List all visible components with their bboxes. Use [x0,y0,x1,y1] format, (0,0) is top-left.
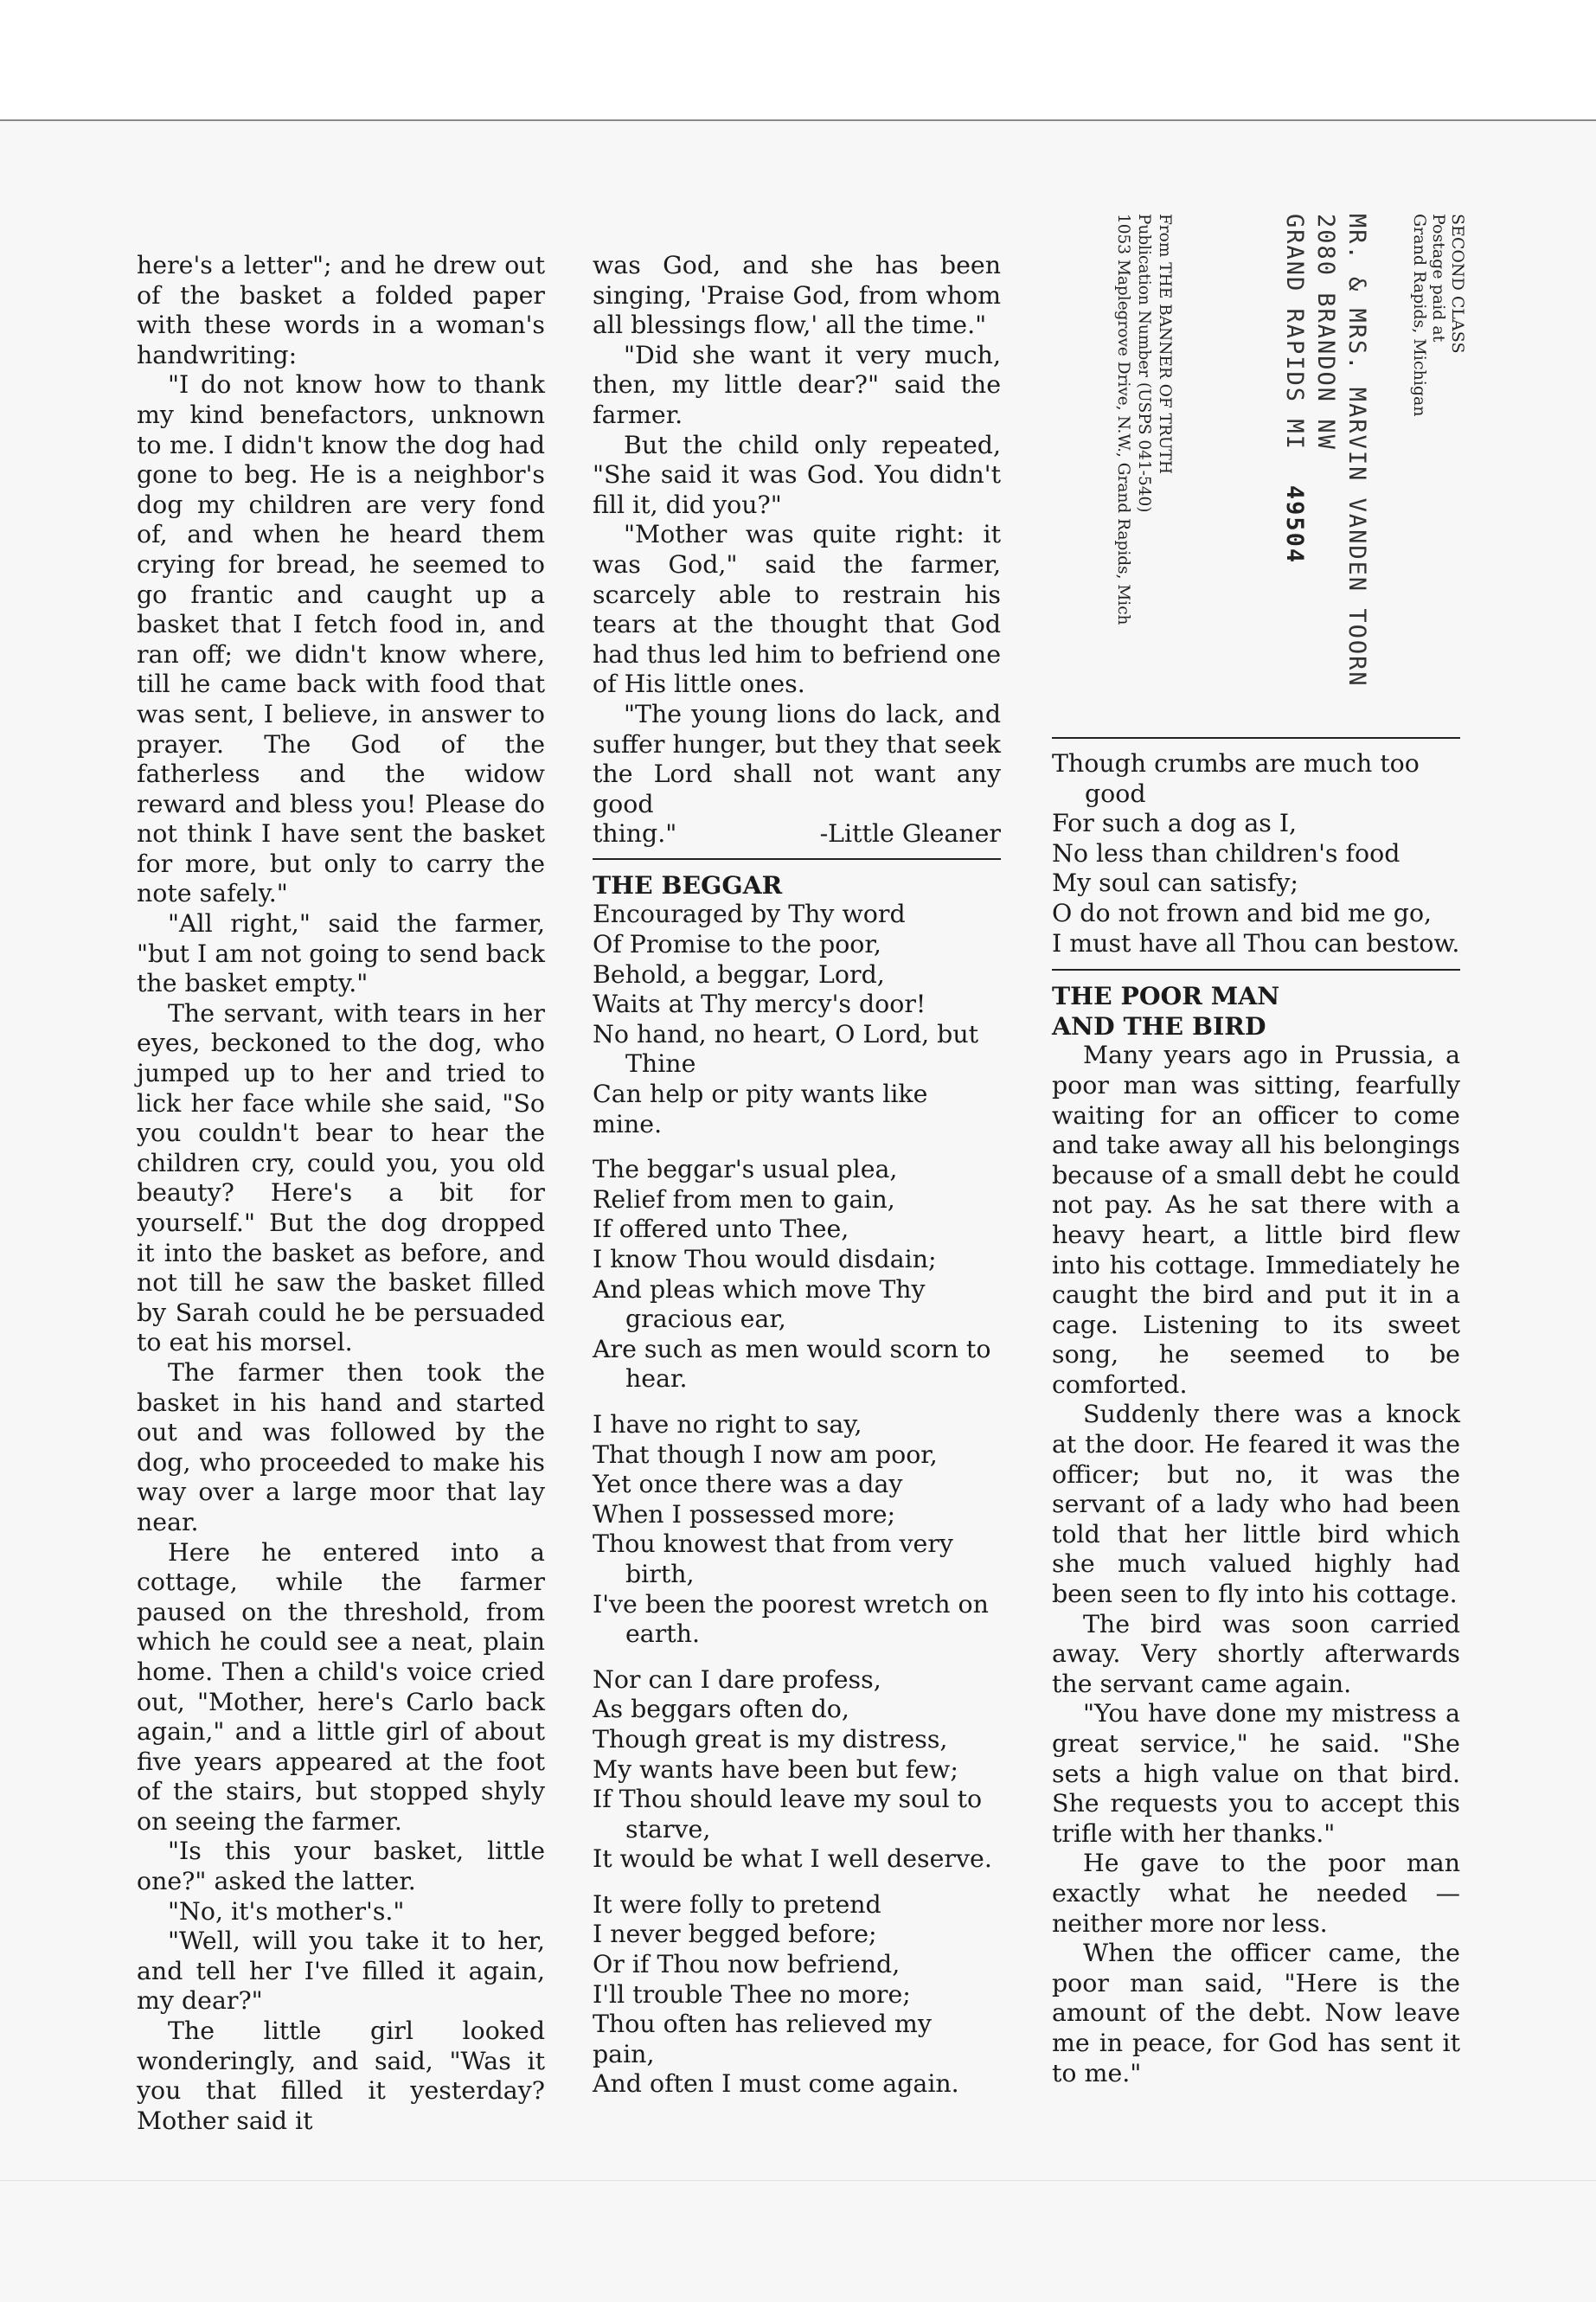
scan-margin-bottom [0,2180,1596,2302]
poem-stanza [593,1410,1001,1650]
poem-line: I'll trouble Thee no more; [593,1979,911,2009]
source-attribution: -Little Gleaner [819,819,1001,849]
poem-line: good [1085,779,1146,808]
poem-line: For such a dog as I, [1052,809,1298,838]
poem-line: If offered unto Thee, [593,1215,849,1244]
article-title: AND THE BIRD [1052,1010,1266,1041]
poem-line: Can help or pity wants like mine. [593,1080,928,1138]
poem-line: The beggar's usual plea, [593,1155,898,1184]
poem-line: Or if Thou now befriend, [593,1950,901,1979]
paragraph: Here he entered into a cottage, while the farmer paused on the threshold, from which he could see a neat, plain home. Then a child's voice cried out, "Mother, here's Carlo back again," and a little girl of about five years appeared at the foot of the stairs, but stopped shyly on seeing the farmer. [137,1537,545,1836]
poem-line: Relief from men to gain, [593,1184,895,1214]
poem-line: Nor can I dare profess, [593,1664,881,1694]
poem-stanza [593,1155,1001,1395]
poem-stanza [593,900,1001,1139]
poem-line: Thou often has relieved my pain, [593,2010,932,2068]
poem-line: When I possessed more; [593,1499,896,1529]
article-title: THE POOR MAN [1052,981,1280,1011]
paragraph: "Is this your basket, little one?" asked the latter. [137,1837,545,1896]
paragraph: When the officer came, the poor man said, "Here is the amount of the debt. Now leave me in peace, for God has sent it to me." [1052,1939,1460,2087]
publisher-info [1112,214,1175,724]
mailing-label [1045,213,1467,723]
poem-line: Encouraged by Thy word [593,900,906,929]
poem-line: It were folly to pretend [593,1889,881,1919]
paragraph: The servant, with tears in her eyes, beckoned to the dog, who jumped up to her and tried to lick her face while she said, "So you couldn't bear to hear the children cry, could you, you old beauty? Here's a bit for yourself." But the dog dropped it into the basket as before, and not till he saw the basket filled by Sarah could he be persuaded to eat his morsel. [137,998,545,1357]
paragraph: The little girl looked wonderingly, and said, "Was it you that filled it yesterday? Mother said it [137,2017,545,2135]
poem-stanza [1052,749,1460,959]
poem-line: It would be what I well deserve. [593,1844,992,1874]
publisher-line: From THE BANNER OF TRUTH [1156,214,1174,474]
paragraph: "Did she want it very much, then, my little dear?" said the farmer. [593,340,1001,429]
address-line: MR. & MRS. MARVIN VANDEN TOORN [1343,214,1370,688]
poem-line: And pleas which move Thy [593,1274,926,1304]
poem-line: That though I now am poor, [593,1440,938,1469]
scan-margin-top [0,0,1596,121]
poem-line: As beggars often do, [593,1695,849,1724]
poem-line: gracious ear, [625,1305,786,1334]
postage-line: SECOND CLASS [1448,214,1467,354]
signature-line [593,819,1001,850]
paragraph: He gave to the poor man exactly what he needed — neither more nor less. [1052,1849,1460,1938]
recipient-address [1279,214,1372,724]
paragraph: "All right," said the farmer, "but I am not going to send back the basket empty." [137,909,545,998]
poem-line: No hand, no heart, O Lord, but [593,1019,979,1048]
mailing-label-rotated [1045,214,1467,724]
publisher-line: Publication Number (USPS 041-540) [1135,214,1153,513]
publisher-line: 1053 Maplegrove Drive, N.W., Grand Rapids, Mich [1114,214,1132,625]
poem-line: Of Promise to the poor, [593,930,881,959]
poem-line: hear. [625,1364,688,1394]
section-divider [1052,969,1460,971]
poem-line: I must have all Thou can bestow. [1052,928,1460,958]
poem-line: Though crumbs are much too [1052,749,1420,778]
paragraph: "Mother was quite right: it was God," said the farmer, scarcely able to restrain his tears at the thought that God had thus led him to befriend one of His little ones. [593,520,1001,699]
poem-line: Are such as men would scorn to [593,1334,991,1363]
postage-line: Postage paid at [1429,214,1448,343]
poem-line: Thou knowest that from very [593,1529,953,1559]
closing-text: thing." [593,819,677,849]
poem-line: If Thou should leave my soul to [593,1785,983,1814]
paragraph: "You have done my mistress a great service," he said. "She sets a high value on that bird. She requests you to accept this trifle with her thanks." [1052,1699,1460,1848]
paragraph: Many years ago in Prussia, a poor man was sitting, fearfully waiting for an officer to come and take away all his belongings because of a small debt he could not pay. As he sat there with a heavy heart, a little bird flew into his cottage. Immediately he caught the bird and put it in a cage. Listening to its sweet song, he seemed to be comforted. [1052,1041,1460,1399]
paragraph: The farmer then took the basket in his hand and started out and was followed by the dog, who proceeded to make his way over a large moor that lay near. [137,1357,545,1536]
paragraph: was God, and she has been singing, 'Praise God, from whom all blessings flow,' all the time." [593,251,1001,340]
paragraph: But the child only repeated, "She said it was God. You didn't fill it, did you?" [593,430,1001,519]
paragraph: The bird was soon carried away. Very shortly afterwards the servant came again. [1052,1609,1460,1698]
poem-line: Thine [625,1049,696,1079]
poem-line: birth, [625,1559,695,1588]
poem-line: Yet once there was a day [593,1470,903,1499]
poem-line: O do not frown and bid me go, [1052,898,1433,927]
poem-line: My wants have been but few; [593,1754,958,1784]
postage-notice [1410,214,1467,724]
poem-line: Behold, a beggar, Lord, [593,959,885,989]
paragraph: "No, it's mother's." [168,1896,405,1926]
poem-stanza [593,1665,1001,1875]
column-3 [1052,737,1460,2088]
column-1 [137,251,545,2136]
poem-line: No less than children's food [1052,838,1401,868]
poem-line: earth. [625,1619,701,1649]
poem-stanza [593,1890,1001,2100]
mailing-label-content [1045,214,1467,724]
paragraph: here's a letter"; and he drew out of the basket a folded paper with these words in a woman's handwriting: [137,251,545,369]
zip-code: 49504 [1281,484,1308,565]
poem-line: My soul can satisfy; [1052,869,1298,898]
paragraph: "Well, will you take it to her, and tell her I've filled it again, my dear?" [137,1927,545,2016]
poem-line: starve, [625,1814,711,1844]
section-divider [593,858,1001,860]
poem-title: THE BEGGAR [593,869,783,900]
paragraph: "The young lions do lack, and suffer hunger, but they that seek the Lord shall not want any good [593,699,1001,818]
poem-line: I never begged before; [593,1920,877,1949]
paragraph: Suddenly there was a knock at the door. He feared it was the officer; but no, it was the servant of a lady who had been told that her little bird which she much valued highly had been seen to fly into his cottage. [1052,1400,1460,1609]
address-line [1279,214,1310,724]
poem-line: And often I must come again. [593,2069,959,2099]
address-city: GRAND RAPIDS MI [1281,214,1308,451]
address-line: 2080 BRANDON NW [1312,214,1339,451]
section-divider [1052,737,1460,739]
column-2 [593,251,1001,2115]
paragraph: "I do not know how to thank my kind benefactors, unknown to me. I didn't know the dog had gone to beg. He is a neighbor's dog my children are very fond of, and when he heard them crying for bread, he seemed to go frantic and caught up a basket that I fetch food in, and ran off; we didn't know where, till he came back with food that was sent, I believe, in answer to prayer. The God of the fatherless and the widow reward and bless you! Please do not think I have sent the basket for more, but only to carry the note safely." [137,370,545,908]
poem-line: I have no right to say, [593,1409,862,1439]
postage-line: Grand Rapids, Michigan [1410,214,1429,417]
poem-line: Though great is my distress, [593,1724,948,1754]
poem-line: I've been the poorest wretch on [593,1589,989,1619]
poem-line: I know Thou would disdain; [593,1245,937,1273]
poem-line: Waits at Thy mercy's door! [593,990,926,1019]
